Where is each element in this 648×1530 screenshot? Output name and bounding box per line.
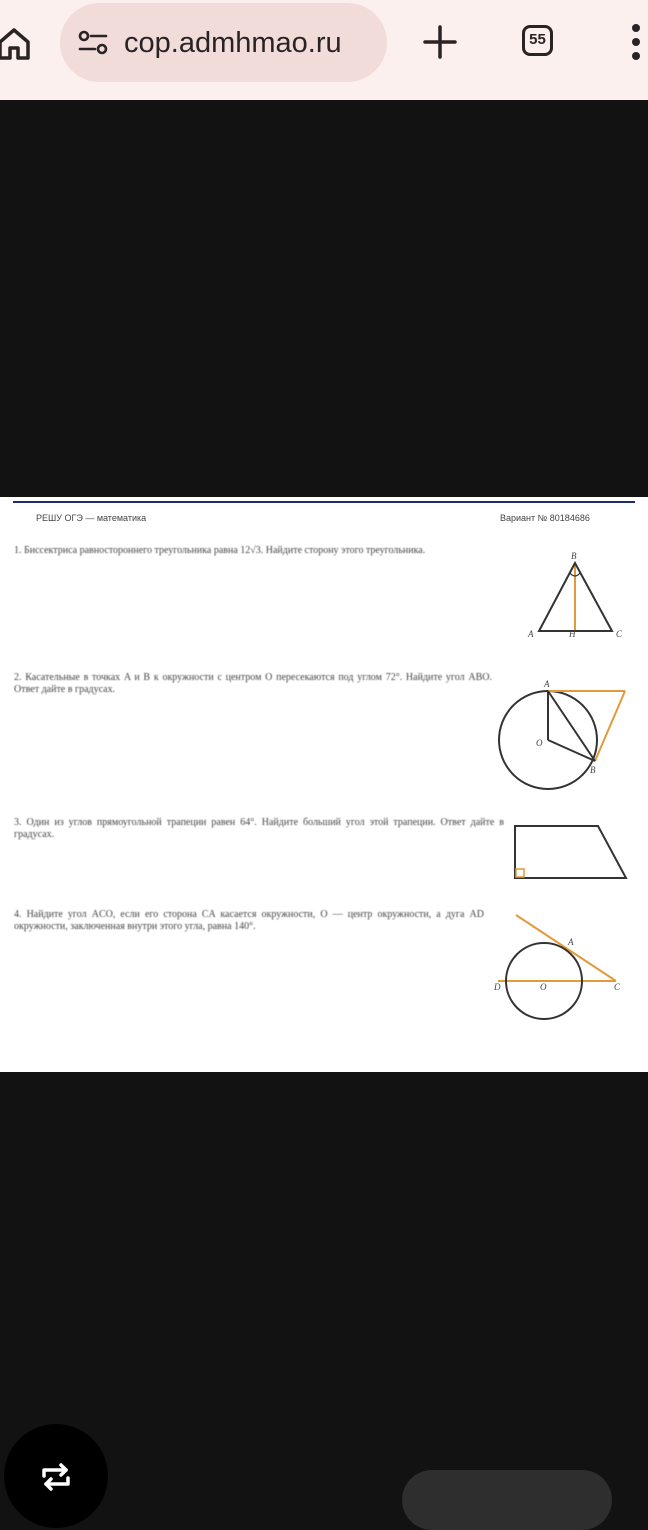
tune-icon[interactable] bbox=[78, 30, 108, 56]
fig4-label-a: A bbox=[568, 937, 574, 947]
fig2-label-o: O bbox=[536, 738, 543, 748]
home-icon[interactable] bbox=[0, 24, 32, 62]
figure-4-circle-tangent bbox=[488, 908, 633, 1028]
fig1-label-h: H bbox=[569, 629, 576, 639]
problem-3-text: 3. Один из углов прямоугольной трапеции равен 64°. Найдите больший угол этой трапеции. Ответ дайте в градусах. bbox=[14, 817, 504, 840]
plus-icon[interactable] bbox=[421, 23, 459, 61]
tab-switcher-icon[interactable] bbox=[522, 25, 553, 56]
fig2-label-b: B bbox=[590, 765, 596, 775]
fig1-label-b: B bbox=[571, 551, 577, 561]
repeat-fab[interactable] bbox=[4, 1424, 108, 1528]
problem-2-text: 2. Касательные в точках A и B к окружности с центром O пересекаются под углом 72°. Найдите угол ABO. Ответ дайте в градусах. bbox=[14, 672, 492, 695]
tab-count: 55 bbox=[529, 31, 546, 48]
problem-4-text: 4. Найдите угол ACO, если его сторона CA касается окружности, O — центр окружности, а дуга AD окружности, заключенная внутри этого угла, равна 140°. bbox=[14, 909, 484, 932]
address-bar[interactable] bbox=[60, 3, 387, 82]
repeat-icon bbox=[38, 1462, 74, 1492]
figure-1-triangle bbox=[522, 549, 632, 644]
url-text[interactable]: cop.admhmao.ru bbox=[124, 27, 342, 59]
fig4-label-d: D bbox=[494, 982, 501, 992]
bottom-action-pill[interactable] bbox=[402, 1470, 612, 1530]
fig1-label-a: A bbox=[528, 629, 534, 639]
browser-toolbar bbox=[0, 0, 648, 100]
figure-3-trapezoid bbox=[506, 820, 631, 885]
problem-1-text: 1. Биссектриса равностороннего треугольника равна 12√3. Найдите сторону этого треугольника. bbox=[14, 545, 426, 556]
fig1-label-c: C bbox=[616, 629, 623, 639]
fig4-label-c: C bbox=[614, 982, 621, 992]
fig4-label-o: O bbox=[540, 982, 547, 992]
fig2-label-a: A bbox=[544, 679, 550, 689]
document-header-variant: Вариант № 80184686 bbox=[500, 513, 590, 523]
more-vert-icon[interactable] bbox=[626, 22, 646, 64]
document-header-title: РЕШУ ОГЭ — математика bbox=[36, 513, 147, 523]
header-rule bbox=[13, 501, 635, 503]
figure-2-circle-tangents bbox=[492, 678, 632, 793]
